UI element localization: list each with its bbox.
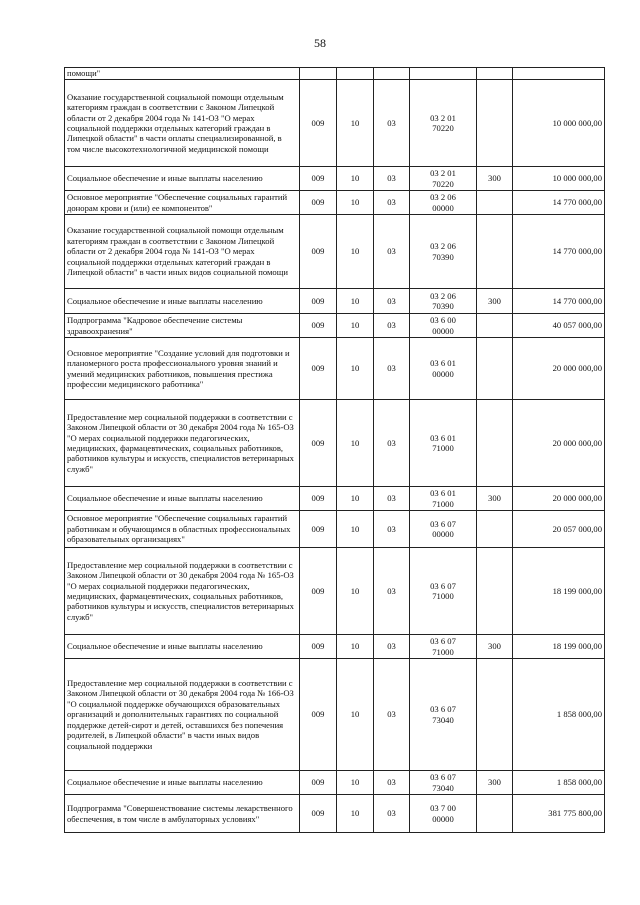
target-code-part-a: 03 2 06 [430, 290, 456, 301]
table-row [65, 314, 605, 338]
row-gr-cell: 009 [300, 167, 337, 191]
row-rz-cell: 10 [337, 487, 374, 511]
row-vr-cell [477, 68, 513, 80]
target-code-part-a: 03 6 07 [430, 636, 456, 647]
row-gr-cell: 009 [300, 80, 337, 167]
target-code-part-a: 03 2 06 [430, 192, 456, 203]
row-name-cell: Предоставление мер социальной поддержки в соответствии с Законом Липецкой области от 30 декабря 2004 года № 165-ОЗ "О мерах социальной поддержки педагогических, медицинских, фармацевтических, социальных работников, работников культуры и искусств, специалистов ветеринарных служб" [65, 548, 300, 635]
target-code-part-b: 00000 [432, 202, 454, 213]
target-code-part-a: 03 6 07 [430, 580, 456, 591]
row-gr-cell: 009 [300, 289, 337, 314]
target-code-part-a: 03 6 01 [430, 432, 456, 443]
row-gr-cell: 009 [300, 400, 337, 487]
row-sum-cell: 18 199 000,00 [513, 635, 605, 659]
row-gr-cell: 009 [300, 191, 337, 215]
table-row [65, 795, 605, 833]
row-pr-cell: 03 [374, 338, 410, 400]
row-target-cell [410, 771, 477, 795]
row-target-cell [410, 167, 477, 191]
row-rz-cell: 10 [337, 511, 374, 548]
row-target-cell [410, 191, 477, 215]
target-code-part-a: 03 7 00 [430, 803, 456, 814]
row-pr-cell: 03 [374, 548, 410, 635]
row-target-cell [410, 548, 477, 635]
row-name-cell: Оказание государственной социальной помощи отдельным категориям граждан в соответствии с Законом Липецкой области от 2 декабря 2004 года № 141-ОЗ "О мерах социальной поддержки отдельных категорий граждан в Липецкой области" в части оплаты специализированной, в том числе высокотехнологичной медицинской помощи [65, 80, 300, 167]
row-pr-cell: 03 [374, 795, 410, 833]
target-code-part-b: 00000 [432, 368, 454, 379]
row-target-cell [410, 314, 477, 338]
row-rz-cell: 10 [337, 771, 374, 795]
target-code-part-a: 03 2 01 [430, 112, 456, 123]
row-vr-cell [477, 314, 513, 338]
row-rz-cell: 10 [337, 548, 374, 635]
row-gr-cell [300, 68, 337, 80]
row-sum-cell [513, 68, 605, 80]
row-pr-cell: 03 [374, 314, 410, 338]
row-vr-cell: 300 [477, 771, 513, 795]
row-target-cell [410, 795, 477, 833]
row-rz-cell: 10 [337, 191, 374, 215]
row-name-cell: Предоставление мер социальной поддержки в соответствии с Законом Липецкой области от 30 декабря 2004 года № 165-ОЗ "О мерах социальной поддержки педагогических, медицинских, фармацевтических, социальных работников, работников культуры и искусств, специалистов ветеринарных служб" [65, 400, 300, 487]
row-vr-cell [477, 215, 513, 289]
row-rz-cell: 10 [337, 314, 374, 338]
row-pr-cell: 03 [374, 289, 410, 314]
row-pr-cell: 03 [374, 659, 410, 771]
row-name-cell: Основное мероприятие "Создание условий для подготовки и планомерного роста профессионального уровня знаний и умений медицинских работников, повышения престижа профессии медицинского работника" [65, 338, 300, 400]
row-name-cell: Социальное обеспечение и иные выплаты населению [65, 487, 300, 511]
row-name-cell: Основное мероприятие "Обеспечение социальных гарантий работникам и обучающимся в областных профессиональных образовательных организациях" [65, 511, 300, 548]
target-code-part-a: 03 6 01 [430, 488, 456, 499]
row-name-cell: Социальное обеспечение и иные выплаты населению [65, 167, 300, 191]
table-row [65, 487, 605, 511]
row-rz-cell: 10 [337, 659, 374, 771]
row-gr-cell: 009 [300, 314, 337, 338]
row-sum-cell: 14 770 000,00 [513, 289, 605, 314]
table-row [65, 511, 605, 548]
target-code-part-b: 70390 [432, 301, 454, 311]
row-vr-cell: 300 [477, 167, 513, 191]
table-row [65, 338, 605, 400]
row-pr-cell: 03 [374, 511, 410, 548]
target-code-part-b: 00000 [432, 529, 454, 539]
row-name-cell: Предоставление мер социальной поддержки в соответствии с Законом Липецкой области от 30 декабря 2004 года № 166-ОЗ "О социальной поддержке обучающихся образовательных организаций и дополнительных гарантиях по социальной поддержке детей-сирот и детей, оставшихся без попечения родителей, в Липецкой области" в части иных видов социальной поддержки [65, 659, 300, 771]
target-code-part-b: 71000 [432, 498, 454, 509]
row-pr-cell: 03 [374, 635, 410, 659]
row-rz-cell: 10 [337, 289, 374, 314]
row-sum-cell: 20 000 000,00 [513, 400, 605, 487]
page-number: 58 [314, 36, 326, 50]
row-pr-cell: 03 [374, 771, 410, 795]
row-pr-cell: 03 [374, 191, 410, 215]
target-code-part-b: 70390 [432, 251, 454, 262]
row-vr-cell [477, 659, 513, 771]
row-target-cell [410, 68, 477, 80]
row-sum-cell: 381 775 800,00 [513, 795, 605, 833]
row-name-cell: Оказание государственной социальной помощи отдельным категориям граждан в соответствии с Законом Липецкой области от 2 декабря 2004 года № 141-ОЗ "О мерах социальной поддержки отдельных категорий граждан в Липецкой области" в части иных видов социальной помощи [65, 215, 300, 289]
row-sum-cell: 18 199 000,00 [513, 548, 605, 635]
target-code-part-b: 73040 [432, 782, 454, 793]
table-body [65, 68, 605, 833]
row-target-cell [410, 659, 477, 771]
row-vr-cell [477, 191, 513, 215]
row-vr-cell [477, 795, 513, 833]
table-row [65, 68, 605, 80]
row-sum-cell: 40 057 000,00 [513, 314, 605, 338]
row-gr-cell: 009 [300, 635, 337, 659]
row-target-cell [410, 215, 477, 289]
row-sum-cell: 1 858 000,00 [513, 771, 605, 795]
row-gr-cell: 009 [300, 548, 337, 635]
row-rz-cell: 10 [337, 338, 374, 400]
row-sum-cell: 14 770 000,00 [513, 215, 605, 289]
table-row [65, 167, 605, 191]
row-rz-cell: 10 [337, 795, 374, 833]
row-rz-cell: 10 [337, 400, 374, 487]
target-code-part-a: 03 6 00 [430, 315, 456, 326]
row-sum-cell: 14 770 000,00 [513, 191, 605, 215]
row-vr-cell: 300 [477, 487, 513, 511]
target-code-part-b: 70220 [432, 123, 454, 133]
row-target-cell [410, 338, 477, 400]
target-code-part-b: 70220 [432, 178, 454, 189]
row-gr-cell: 009 [300, 487, 337, 511]
budget-table [64, 67, 605, 833]
row-name-cell: помощи" [65, 68, 300, 80]
row-vr-cell [477, 548, 513, 635]
row-rz-cell: 10 [337, 215, 374, 289]
table-row [65, 548, 605, 635]
target-code-part-b: 00000 [432, 813, 454, 824]
row-vr-cell: 300 [477, 289, 513, 314]
row-rz-cell: 10 [337, 80, 374, 167]
target-code-part-a: 03 2 01 [430, 168, 456, 179]
row-gr-cell: 009 [300, 659, 337, 771]
row-gr-cell: 009 [300, 795, 337, 833]
row-target-cell [410, 289, 477, 314]
table-row [65, 659, 605, 771]
row-target-cell [410, 511, 477, 548]
row-gr-cell: 009 [300, 215, 337, 289]
row-pr-cell [374, 68, 410, 80]
row-pr-cell: 03 [374, 400, 410, 487]
row-sum-cell: 10 000 000,00 [513, 80, 605, 167]
row-target-cell [410, 635, 477, 659]
row-name-cell: Социальное обеспечение и иные выплаты населению [65, 771, 300, 795]
target-code-part-a: 03 6 01 [430, 358, 456, 369]
row-sum-cell: 20 057 000,00 [513, 511, 605, 548]
table-row [65, 400, 605, 487]
target-code-part-a: 03 6 07 [430, 518, 456, 529]
row-target-cell [410, 80, 477, 167]
table-row [65, 215, 605, 289]
row-vr-cell [477, 80, 513, 167]
row-pr-cell: 03 [374, 487, 410, 511]
row-sum-cell: 10 000 000,00 [513, 167, 605, 191]
table-row [65, 771, 605, 795]
row-vr-cell [477, 338, 513, 400]
row-gr-cell: 009 [300, 511, 337, 548]
row-gr-cell: 009 [300, 338, 337, 400]
table-row [65, 635, 605, 659]
row-gr-cell: 009 [300, 771, 337, 795]
table-row [65, 289, 605, 314]
row-sum-cell: 20 000 000,00 [513, 338, 605, 400]
row-name-cell: Социальное обеспечение и иные выплаты населению [65, 289, 300, 314]
target-code-part-a: 03 6 07 [430, 704, 456, 715]
row-rz-cell: 10 [337, 167, 374, 191]
row-name-cell: Подпрограмма "Кадровое обеспечение системы здравоохранения" [65, 314, 300, 338]
target-code-part-b: 71000 [432, 646, 454, 657]
target-code-part-b: 71000 [432, 443, 454, 453]
row-name-cell: Социальное обеспечение и иные выплаты населению [65, 635, 300, 659]
row-pr-cell: 03 [374, 80, 410, 167]
row-vr-cell [477, 400, 513, 487]
row-sum-cell: 20 000 000,00 [513, 487, 605, 511]
table-row [65, 80, 605, 167]
row-name-cell: Основное мероприятие "Обеспечение социальных гарантий донорам крови и (или) ее компонентов" [65, 191, 300, 215]
row-pr-cell: 03 [374, 215, 410, 289]
target-code-part-b: 00000 [432, 325, 454, 336]
row-sum-cell: 1 858 000,00 [513, 659, 605, 771]
row-rz-cell: 10 [337, 635, 374, 659]
row-rz-cell [337, 68, 374, 80]
target-code-part-a: 03 2 06 [430, 241, 456, 252]
row-target-cell [410, 400, 477, 487]
row-pr-cell: 03 [374, 167, 410, 191]
target-code-part-a: 03 6 07 [430, 772, 456, 783]
row-target-cell [410, 487, 477, 511]
row-name-cell: Подпрограмма "Совершенствование системы лекарственного обеспечения, в том числе в амбулаторных условиях" [65, 795, 300, 833]
row-vr-cell: 300 [477, 635, 513, 659]
row-vr-cell [477, 511, 513, 548]
target-code-part-b: 73040 [432, 714, 454, 725]
target-code-part-b: 71000 [432, 591, 454, 601]
table-row [65, 191, 605, 215]
